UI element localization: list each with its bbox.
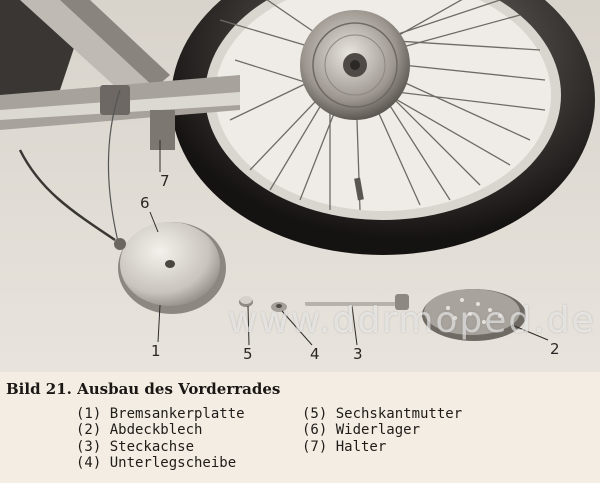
legend-item-7: (7) Halter	[302, 438, 387, 455]
callout-3: 3	[353, 345, 363, 363]
part-4-washer	[271, 302, 287, 312]
legend-item-2: (2) Abdeckblech	[76, 422, 203, 439]
legend-item-1: (1) Bremsankerplatte	[76, 406, 245, 422]
callout-7: 7	[160, 172, 170, 190]
legend-item-4: (4) Unterlegscheibe	[76, 455, 237, 472]
legend-item-5: (5) Sechskantmutter	[302, 406, 463, 422]
callout-4: 4	[310, 345, 320, 363]
callout-1: 1	[151, 342, 161, 360]
callout-5: 5	[243, 345, 253, 363]
callout-2: 2	[550, 340, 560, 358]
watermark: www.ddrmoped.de	[228, 300, 596, 341]
legend-item-3: (3) Steckachse	[76, 438, 195, 455]
legend-item-6: (6) Widerlager	[302, 422, 421, 439]
figure-caption: Bild 21. Ausbau des Vorderrades	[6, 380, 281, 398]
legend-column-1	[76, 406, 245, 472]
part-2-cover-plate	[422, 289, 526, 341]
callout-6: 6	[140, 194, 150, 212]
legend-column-2	[302, 406, 462, 455]
